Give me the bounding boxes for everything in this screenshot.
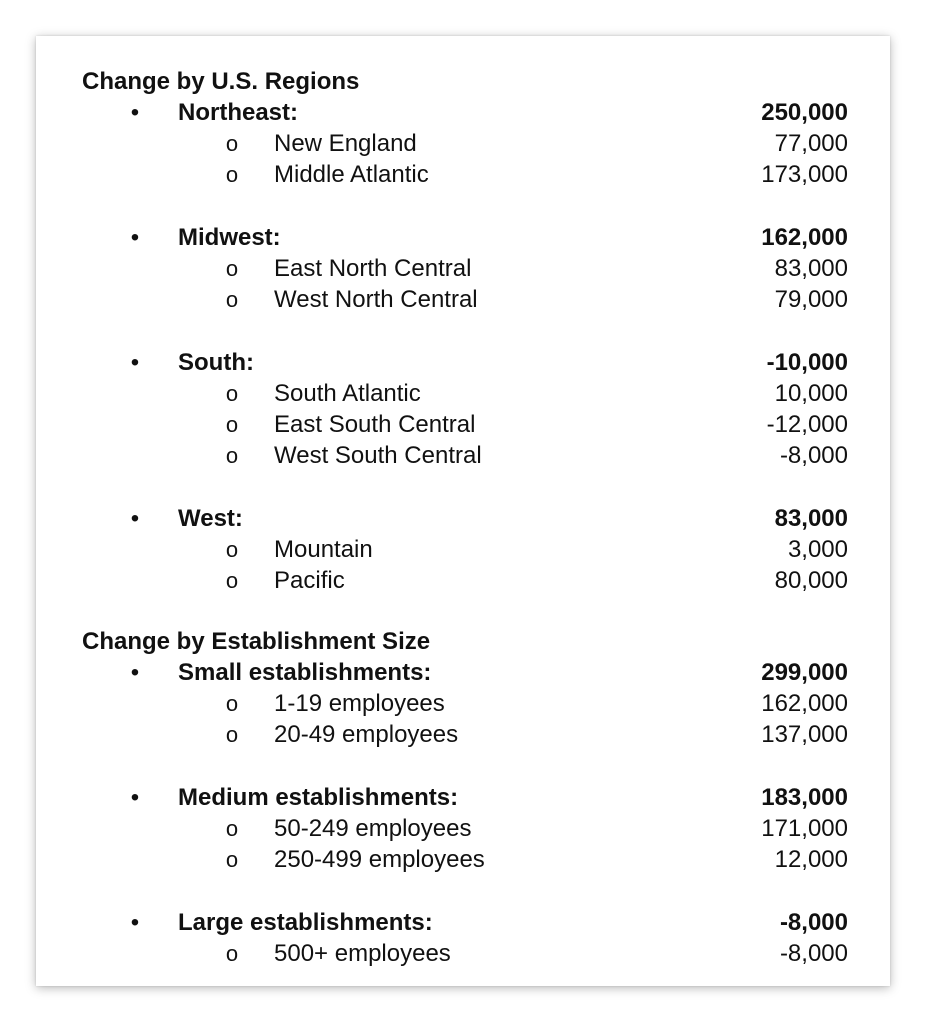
sub-marker: o — [225, 816, 239, 841]
group-row-midwest — [82, 222, 848, 253]
bullet-marker: • — [130, 224, 140, 251]
sub-value: 173,000 — [761, 161, 848, 188]
sub-label: 250-499 employees — [274, 846, 485, 873]
group-value: 250,000 — [761, 99, 848, 126]
sub-value: 3,000 — [787, 536, 848, 563]
sub-label: 50-249 employees — [274, 815, 472, 842]
spacer — [82, 471, 848, 503]
document-page — [36, 36, 890, 986]
sub-value: 80,000 — [774, 567, 848, 594]
group-label: Small establishments: — [178, 659, 432, 686]
document-content — [82, 66, 848, 969]
sub-marker: o — [225, 443, 239, 468]
sub-row-500-plus — [82, 938, 848, 969]
group-row-small — [82, 657, 848, 688]
sub-row-west-south-central — [82, 440, 848, 471]
spacer — [82, 596, 848, 626]
sub-label: West South Central — [274, 442, 482, 469]
group-row-medium — [82, 782, 848, 813]
sub-label: 500+ employees — [274, 940, 451, 967]
sub-label: 1-19 employees — [274, 690, 445, 717]
sub-value: 171,000 — [761, 815, 848, 842]
sub-row-south-atlantic — [82, 378, 848, 409]
sub-row-50-249 — [82, 813, 848, 844]
sub-value: 79,000 — [774, 286, 848, 313]
group-value: -8,000 — [779, 909, 848, 936]
group-value: -10,000 — [766, 349, 848, 376]
spacer — [82, 750, 848, 782]
sub-marker: o — [225, 412, 239, 437]
section-title-establishment-size: Change by Establishment Size — [82, 628, 431, 655]
bullet-marker: • — [130, 99, 140, 126]
spacer — [82, 190, 848, 222]
sub-marker: o — [225, 568, 239, 593]
sub-value: -8,000 — [779, 940, 848, 967]
group-label: Large establishments: — [178, 909, 433, 936]
sub-marker: o — [225, 941, 239, 966]
sub-marker: o — [225, 847, 239, 872]
sub-label: East North Central — [274, 255, 472, 282]
group-label: Midwest: — [178, 224, 281, 251]
sub-row-1-19 — [82, 688, 848, 719]
section-title-regions: Change by U.S. Regions — [82, 68, 360, 95]
group-row-northeast — [82, 97, 848, 128]
sub-row-pacific — [82, 565, 848, 596]
group-value: 183,000 — [761, 784, 848, 811]
sub-label: South Atlantic — [274, 380, 421, 407]
bullet-marker: • — [130, 349, 140, 376]
spacer — [82, 315, 848, 347]
bullet-marker: • — [130, 505, 140, 532]
sub-row-new-england — [82, 128, 848, 159]
sub-value: 162,000 — [761, 690, 848, 717]
sub-label: Middle Atlantic — [274, 161, 429, 188]
sub-marker: o — [225, 131, 239, 156]
bullet-marker: • — [130, 909, 140, 936]
sub-marker: o — [225, 722, 239, 747]
sub-label: Mountain — [274, 536, 373, 563]
sub-label: New England — [274, 130, 417, 157]
sub-marker: o — [225, 162, 239, 187]
sub-marker: o — [225, 691, 239, 716]
sub-marker: o — [225, 537, 239, 562]
group-row-south — [82, 347, 848, 378]
sub-value: -12,000 — [766, 411, 848, 438]
sub-value: 77,000 — [774, 130, 848, 157]
sub-value: 12,000 — [774, 846, 848, 873]
group-label: South: — [178, 349, 254, 376]
group-label: Northeast: — [178, 99, 299, 126]
sub-marker: o — [225, 287, 239, 312]
sub-label: West North Central — [274, 286, 478, 313]
sub-row-20-49 — [82, 719, 848, 750]
bullet-marker: • — [130, 784, 140, 811]
sub-label: 20-49 employees — [274, 721, 459, 748]
group-row-west — [82, 503, 848, 534]
group-row-large — [82, 907, 848, 938]
sub-value: -8,000 — [779, 442, 848, 469]
group-label: Medium establishments: — [178, 784, 459, 811]
spacer — [82, 875, 848, 907]
group-value: 162,000 — [761, 224, 848, 251]
group-value: 299,000 — [761, 659, 848, 686]
sub-row-mountain — [82, 534, 848, 565]
sub-row-250-499 — [82, 844, 848, 875]
sub-row-east-north-central — [82, 253, 848, 284]
bullet-marker: • — [130, 659, 140, 686]
sub-label: Pacific — [274, 567, 345, 594]
group-label: West: — [178, 505, 243, 532]
group-value: 83,000 — [774, 505, 848, 532]
sub-marker: o — [225, 381, 239, 406]
sub-value: 83,000 — [774, 255, 848, 282]
sub-label: East South Central — [274, 411, 476, 438]
sub-value: 137,000 — [761, 721, 848, 748]
sub-row-middle-atlantic — [82, 159, 848, 190]
sub-row-east-south-central — [82, 409, 848, 440]
sub-value: 10,000 — [774, 380, 848, 407]
sub-marker: o — [225, 256, 239, 281]
sub-row-west-north-central — [82, 284, 848, 315]
